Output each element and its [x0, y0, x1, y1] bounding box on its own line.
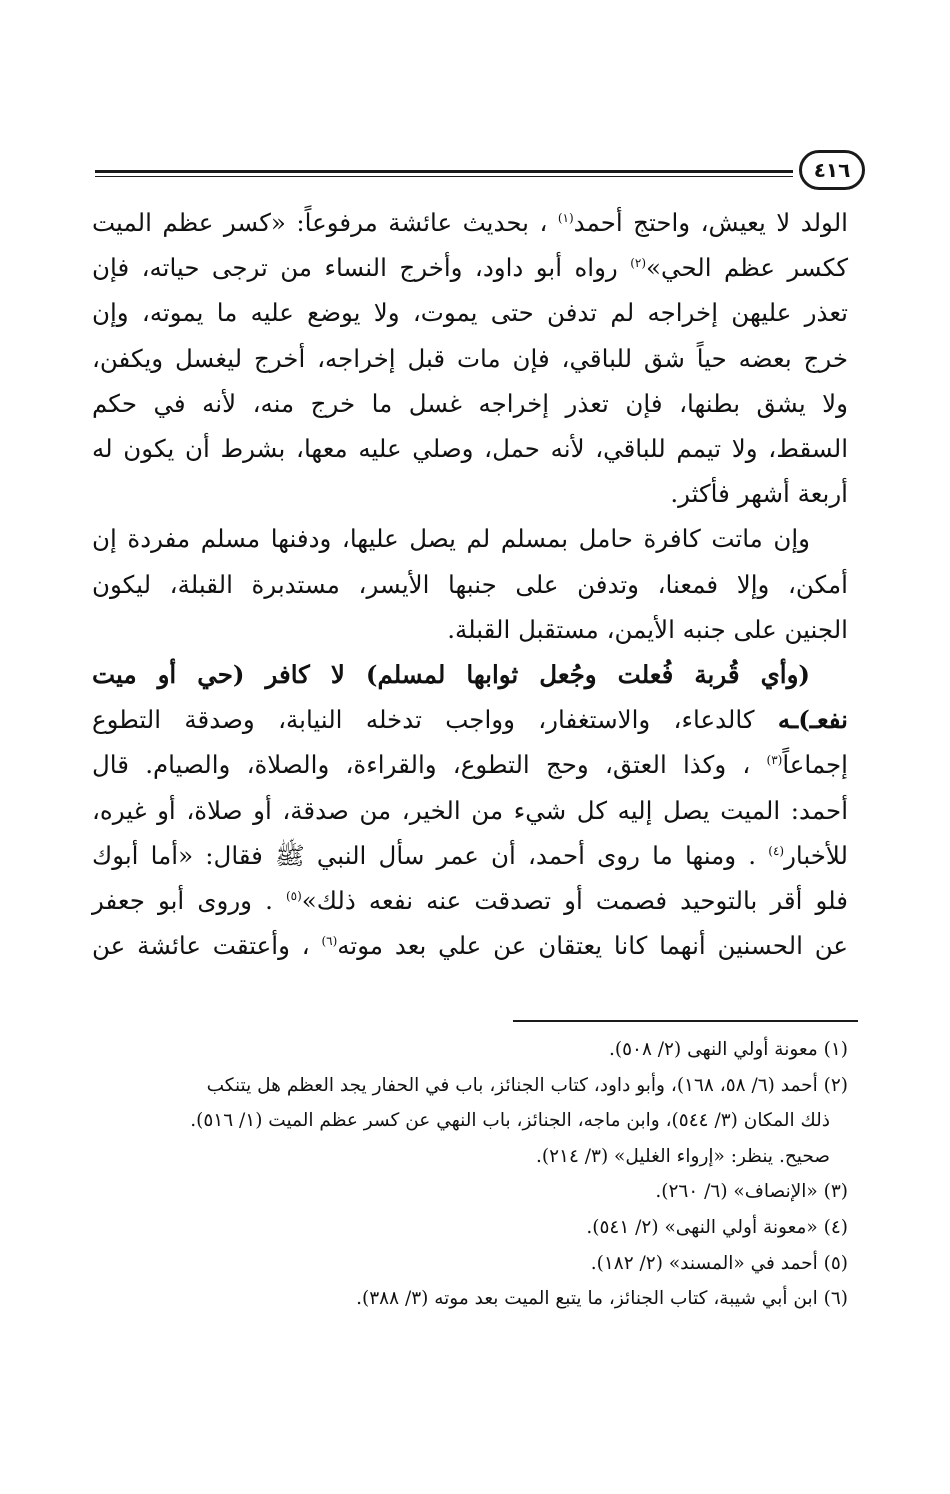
footnote-separator — [513, 1020, 858, 1022]
footnote-3: (٣) «الإنصاف» (٦/ ٢٦٠). — [655, 1181, 848, 1203]
footnote-6: (٦) ابن أبي شيبة، كتاب الجنائز، ما يتبع الميت بعد موته (٣/ ٣٨٨). — [356, 1288, 848, 1310]
text-line: الولد لا يعيش، واحتج أحمد$^{(١)}$ ، بحديث عائشة مرفوعاً: «كسر عظم الميت — [92, 208, 848, 237]
page-header — [95, 150, 865, 194]
footnote-ref[interactable]: (٢) — [630, 256, 647, 271]
text-line: ككسر عظم الحي»$^{(٢)}$ رواه أبو داود، وأخرج النساء من ترجى حياته، فإن — [92, 253, 848, 283]
paragraph-1 — [92, 200, 848, 516]
paragraph-2 — [92, 516, 848, 652]
text-line: أمكن، وإلا فمعنا، وتدفن على جنبها الأيسر، مستدبرة القبلة، ليكون — [92, 569, 848, 599]
footnote-ref[interactable]: (٥) — [285, 888, 302, 903]
text-line: للأخبار$^{(٤)}$ . ومنها ما روى أحمد، أن عمر سأل النبي ﷺ فقال: «أما أبوك — [92, 840, 848, 870]
footnote-ref[interactable]: (١) — [557, 210, 574, 225]
text-line: فلو أقر بالتوحيد فصمت أو تصدقت عنه نفعه ذلك»$^{(٥)}$ . وروى أبو جعفر — [92, 886, 848, 916]
footnote-4: (٤) «معونة أولي النهى» (٢/ ٥٤١). — [586, 1216, 848, 1238]
footnote-ref[interactable]: (٣) — [766, 753, 783, 768]
text-line: تعذر عليهن إخراجه لم تدفن حتى يموت، ولا يوضع عليه ما يموته، وإن — [92, 298, 848, 328]
header-rule — [95, 170, 793, 177]
footnote-2-continued: صحيح. ينظر: «إرواء الغليل» (٣/ ٢١٤). — [535, 1145, 830, 1167]
text-line: ولا يشق بطنها، فإن تعذر إخراجه غسل ما خرج منه، لأنه في حكم — [92, 388, 848, 418]
text-line: نفعـ)ـه كالدعاء، والاستغفار، وواجب تدخله النيابة، وصدقة التطوع — [92, 705, 848, 735]
text-line: السقط، ولا تيمم للباقي، لأنه حمل، وصلي عليه معها، بشرط أن يكون له — [92, 434, 848, 464]
footnote-1: (١) معونة أولي النهى (٢/ ٥٠٨). — [609, 1039, 848, 1060]
text-line: عن الحسنين أنهما كانا يعتقان عن علي بعد موته$^{(٦)}$ ، وأعتقت عائشة عن — [92, 931, 848, 961]
text-line: (وأي قُربة فُعلت وجُعل ثوابها لمسلم) لا كافر (حي أو ميت — [92, 660, 810, 690]
footnote-5: (٥) أحمد في «المسند» (٢/ ١٨٢). — [590, 1252, 848, 1274]
text-line: أربعة أشهر فأكثر. — [670, 479, 848, 509]
text-line: الجنين على جنبه الأيمن، مستقبل القبلة. — [447, 614, 848, 644]
footnote-ref[interactable]: (٦) — [321, 934, 338, 949]
footnotes — [92, 1032, 848, 1317]
text-line: إجماعاً$^{(٣)}$ ، وكذا العتق، وحج التطوع، والقراءة، والصلاة، والصيام. قال — [92, 750, 848, 780]
paragraph-3 — [92, 652, 848, 968]
text-line: أحمد: الميت يصل إليه كل شيء من الخير، من صدقة، أو صلاة، أو غيره، — [92, 795, 848, 825]
footnote-2-continued: ذلك المكان (٣/ ٥٤٤)، وابن ماجه، الجنائز، باب النهي عن كسر عظم الميت (١/ ٥١٦). — [190, 1110, 830, 1132]
main-text — [92, 200, 848, 968]
footnote-ref[interactable]: (٤) — [768, 843, 785, 858]
text-line: وإن ماتت كافرة حامل بمسلم لم يصل عليها، ودفنها مسلم مفردة إن — [92, 524, 810, 554]
footnote-2: (٢) أحمد (٦/ ٥٨، ١٦٨)، وأبو داود، كتاب الجنائز، باب في الحفار يجد العظم هل يتنكب — [206, 1074, 848, 1096]
text-line: خرج بعضه حياً شق للباقي، فإن مات قبل إخراجه، أخرج ليغسل ويكفن، — [92, 343, 848, 373]
page-number: ٤١٦ — [799, 150, 865, 190]
